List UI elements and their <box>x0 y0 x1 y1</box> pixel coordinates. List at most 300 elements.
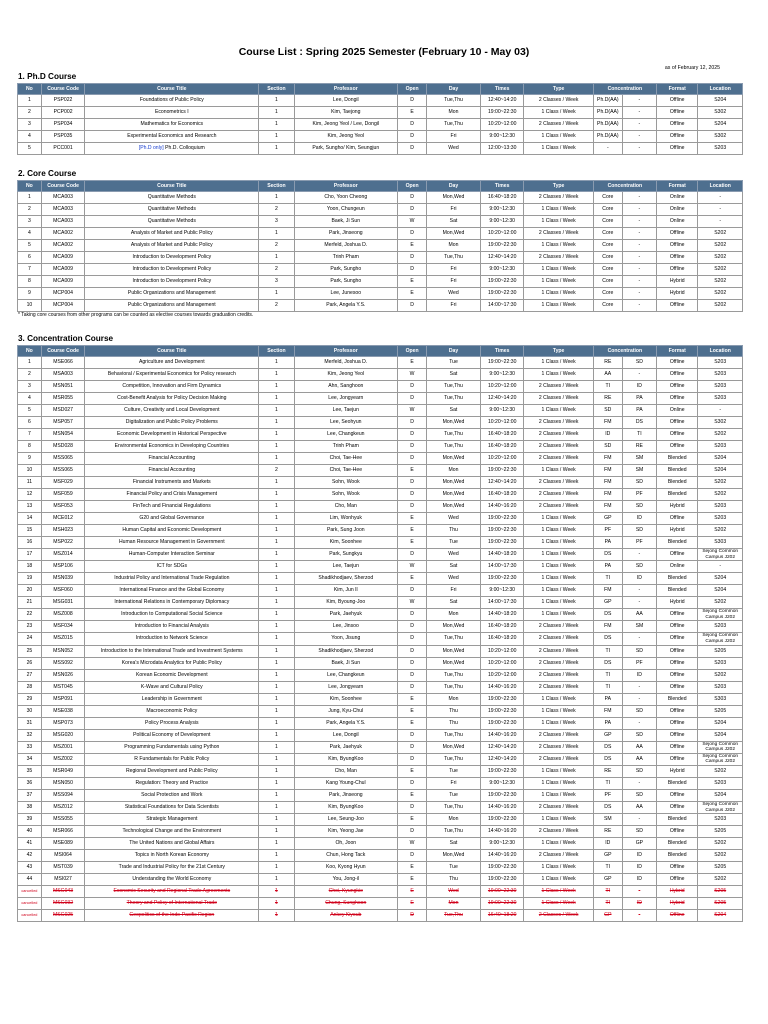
cell-section: 1 <box>259 681 294 693</box>
cell-format: Blended <box>656 777 697 789</box>
cell-concentration-2: - <box>622 240 656 252</box>
cell-concentration-1: GP <box>593 874 622 886</box>
cell-location: S204 <box>698 95 743 107</box>
cell-concentration-1: RE <box>593 826 622 838</box>
cell-format: Hybrid <box>656 898 697 910</box>
cell-section: 1 <box>259 561 294 573</box>
cell-title: Technological Change and the Environment <box>85 826 259 838</box>
header-day: Day <box>427 181 481 192</box>
cell-concentration-2: ID <box>622 573 656 585</box>
cell-professor: Lim, Wonhyuk <box>294 513 398 525</box>
header-title: Course Title <box>85 346 259 357</box>
cell-professor: Park, Sungho <box>294 264 398 276</box>
page-title: Course List : Spring 2025 Semester (February 10 - May 03) <box>238 46 530 58</box>
cell-no: 6 <box>18 417 42 429</box>
cell-title <box>85 143 259 155</box>
cell-concentration-1: Core <box>593 288 622 300</box>
table-row <box>18 838 743 850</box>
cell-concentration-1: Core <box>593 252 622 264</box>
cell-concentration-1: FM <box>593 417 622 429</box>
cell-no: 11 <box>18 477 42 489</box>
cell-format: Hybrid <box>656 765 697 777</box>
table-row <box>18 381 743 393</box>
cell-concentration-2: - <box>622 192 656 204</box>
cell-format: Offline <box>656 874 697 886</box>
cell-concentration-1: DS <box>593 753 622 765</box>
cell-code: PSP035 <box>41 131 85 143</box>
cell-title: K-Wave and Cultural Policy <box>85 681 259 693</box>
cell-professor: Kim, ByungKoo <box>294 753 398 765</box>
cell-day: Mon,Wed <box>427 453 481 465</box>
cell-concentration-2: AA <box>622 801 656 813</box>
cell-section: 1 <box>259 645 294 657</box>
cell-professor: Lee, Junesoo <box>294 288 398 300</box>
cell-code: MSF034 <box>41 621 85 633</box>
cell-type: 1 Class / Week <box>524 549 593 561</box>
cell-section: 1 <box>259 228 294 240</box>
header-section: Section <box>259 84 294 95</box>
cell-times: 14:00~17:30 <box>480 597 524 609</box>
cell-code: MSD027 <box>41 405 85 417</box>
cell-concentration-2: - <box>622 633 656 645</box>
cell-open: D <box>398 228 427 240</box>
cell-times: 10:20~12:00 <box>480 453 524 465</box>
cell-location: Sejong Common Campus J202 <box>698 753 743 765</box>
cell-times: 19:00~22:30 <box>480 898 524 910</box>
table-header-row <box>18 181 743 192</box>
cell-concentration-2: - <box>622 777 656 789</box>
table-row <box>18 777 743 789</box>
cell-times: 19:00~22:30 <box>480 814 524 826</box>
table-row <box>18 501 743 513</box>
cell-professor: Yoon, Chungeun <box>294 204 398 216</box>
cell-section: 1 <box>259 705 294 717</box>
cell-format: Offline <box>656 417 697 429</box>
cell-open: E <box>398 107 427 119</box>
cell-open: E <box>398 874 427 886</box>
cell-open: D <box>398 131 427 143</box>
cell-times: 19:00~22:30 <box>480 276 524 288</box>
cell-day: Sat <box>427 838 481 850</box>
cell-code: PCC001 <box>41 143 85 155</box>
cell-times: 16:40~18:20 <box>480 489 524 501</box>
cell-title: The United Nations and Global Affairs <box>85 838 259 850</box>
cell-title: ICT for SDGs <box>85 561 259 573</box>
table-header-row <box>18 84 743 95</box>
cell-title: Introduction to Financial Analysis <box>85 621 259 633</box>
cell-location: S204 <box>698 585 743 597</box>
header-concentration-1: Concentration <box>593 84 656 95</box>
cell-code: MSE066 <box>41 357 85 369</box>
cell-day: Mon,Wed <box>427 501 481 513</box>
cell-concentration-1: Core <box>593 228 622 240</box>
cell-format: Offline <box>656 681 697 693</box>
cell-times: 14:40~16:20 <box>480 729 524 741</box>
cell-no: 44 <box>18 874 42 886</box>
cell-professor: Park, Sungho/ Kim, Seungjun <box>294 143 398 155</box>
cell-format: Blended <box>656 465 697 477</box>
cell-concentration-1: GP <box>593 729 622 741</box>
cell-concentration-1: TI <box>593 886 622 898</box>
cell-code: MSN039 <box>41 573 85 585</box>
cell-format: Blended <box>656 453 697 465</box>
cell-professor: Lee, Jongyearn <box>294 681 398 693</box>
cell-no: 7 <box>18 429 42 441</box>
table-row <box>18 693 743 705</box>
cell-format: Online <box>656 405 697 417</box>
cell-concentration-2: - <box>622 585 656 597</box>
cell-location: S202 <box>698 276 743 288</box>
cell-title: Human Capital and Economic Development <box>85 525 259 537</box>
cell-no: 4 <box>18 393 42 405</box>
cell-code: MSF059 <box>41 489 85 501</box>
cell-professor: Park, Sungho <box>294 276 398 288</box>
cell-section: 1 <box>259 381 294 393</box>
cell-code: MSS094 <box>41 789 85 801</box>
cell-location: S205 <box>698 826 743 838</box>
cell-code: MCA003 <box>41 204 85 216</box>
cell-concentration-2: SD <box>622 729 656 741</box>
cell-open: D <box>398 501 427 513</box>
cell-title: Industrial Policy and International Trade Regulation <box>85 573 259 585</box>
cell-day: Tue,Thu <box>427 393 481 405</box>
cell-title: Programming Fundamentals using Python <box>85 741 259 753</box>
cell-concentration-1: Ph.D(AA) <box>593 131 622 143</box>
cell-concentration-1: GP <box>593 850 622 862</box>
cell-open: D <box>398 549 427 561</box>
cell-type: 2 Classes / Week <box>524 501 593 513</box>
cell-type: 2 Classes / Week <box>524 252 593 264</box>
cell-concentration-1: - <box>593 143 622 155</box>
cell-concentration-1: TI <box>593 573 622 585</box>
cell-times: 14:00~17:30 <box>480 561 524 573</box>
cell-title: Introduction to the International Trade and Investment Systems <box>85 645 259 657</box>
cell-times: 19:00~22:30 <box>480 874 524 886</box>
cell-times: 16:40~18:20 <box>480 633 524 645</box>
cell-section: 2 <box>259 240 294 252</box>
cell-code: MSR055 <box>41 393 85 405</box>
cell-no: 5 <box>18 240 42 252</box>
cell-no: 14 <box>18 513 42 525</box>
cell-title: Topics in North Korean Economy <box>85 850 259 862</box>
cell-no: 3 <box>18 381 42 393</box>
cell-day: Tue <box>427 789 481 801</box>
cell-professor: Jung, Kyu-Chul <box>294 705 398 717</box>
cell-type: 2 Classes / Week <box>524 645 593 657</box>
cell-concentration-1: Core <box>593 192 622 204</box>
cell-section: 1 <box>259 826 294 838</box>
cell-no: 5 <box>18 143 42 155</box>
header-code: Course Code <box>41 84 85 95</box>
cell-open: E <box>398 693 427 705</box>
cell-no: 20 <box>18 585 42 597</box>
cell-type: 1 Class / Week <box>524 573 593 585</box>
cell-concentration-2: AA <box>622 609 656 621</box>
cell-no: 12 <box>18 489 42 501</box>
header-open: Open <box>398 346 427 357</box>
cell-concentration-2: SD <box>622 357 656 369</box>
cell-format: Offline <box>656 393 697 405</box>
cell-concentration-1: FM <box>593 585 622 597</box>
header-times: Times <box>480 181 524 192</box>
cell-professor: Sohn, Wook <box>294 489 398 501</box>
cell-format: Hybrid <box>656 886 697 898</box>
cell-concentration-1: TI <box>593 645 622 657</box>
cell-type: 1 Class / Week <box>524 561 593 573</box>
cell-professor: Kim, Byoung-Joo <box>294 597 398 609</box>
cell-concentration-1: Ph.D(AA) <box>593 119 622 131</box>
cell-code: MSR049 <box>41 765 85 777</box>
table-row <box>18 561 743 573</box>
cell-title: Public Organizations and Management <box>85 300 259 312</box>
cell-section: 1 <box>259 633 294 645</box>
table-row <box>18 525 743 537</box>
cell-section: 1 <box>259 717 294 729</box>
cell-location: - <box>698 192 743 204</box>
cell-format: Online <box>656 204 697 216</box>
cell-no: 17 <box>18 549 42 561</box>
cell-type: 2 Classes / Week <box>524 669 593 681</box>
cell-times: 19:00~22:30 <box>480 705 524 717</box>
cell-code: MCA009 <box>41 276 85 288</box>
cell-type: 1 Class / Week <box>524 705 593 717</box>
table-row <box>18 264 743 276</box>
cell-location: S202 <box>698 288 743 300</box>
cell-professor: Cho, Man <box>294 501 398 513</box>
cell-day: Tue,Thu <box>427 381 481 393</box>
cell-no: 29 <box>18 693 42 705</box>
cell-type: 2 Classes / Week <box>524 633 593 645</box>
cell-type: 1 Class / Week <box>524 693 593 705</box>
cell-title: Human-Computer Interaction Seminar <box>85 549 259 561</box>
cell-location: S302 <box>698 417 743 429</box>
table-header-row <box>18 346 743 357</box>
table-row <box>18 228 743 240</box>
header-day: Day <box>427 346 481 357</box>
cell-code: MSP022 <box>41 537 85 549</box>
cell-format: Hybrid <box>656 288 697 300</box>
cell-location: S204 <box>698 717 743 729</box>
cell-concentration-1: SM <box>593 814 622 826</box>
cell-type: 1 Class / Week <box>524 405 593 417</box>
cell-concentration-2: PF <box>622 489 656 501</box>
cell-professor: Park, Jinseong <box>294 228 398 240</box>
cell-no: 28 <box>18 681 42 693</box>
cell-title: R Fundamentals for Public Policy <box>85 753 259 765</box>
cell-location: S303 <box>698 693 743 705</box>
table-row <box>18 705 743 717</box>
table-row <box>18 240 743 252</box>
cell-times: 14:40~18:20 <box>480 549 524 561</box>
cell-section: 2 <box>259 264 294 276</box>
cell-day: Mon <box>427 107 481 119</box>
cell-open: D <box>398 777 427 789</box>
cell-code: MSR066 <box>41 826 85 838</box>
cell-day: Mon,Wed <box>427 850 481 862</box>
cell-section: 1 <box>259 573 294 585</box>
cell-times: 14:40~18:20 <box>480 609 524 621</box>
cell-no: 30 <box>18 705 42 717</box>
cell-concentration-2: - <box>622 131 656 143</box>
cell-times: 14:40~16:20 <box>480 681 524 693</box>
cell-times: 12:40~14:20 <box>480 252 524 264</box>
cell-title: Theory and Policy of International Trade <box>85 898 259 910</box>
table-row <box>18 465 743 477</box>
cell-professor: Kim, Soonhee <box>294 537 398 549</box>
cell-type: 2 Classes / Week <box>524 621 593 633</box>
cell-no: 22 <box>18 609 42 621</box>
table-row <box>18 369 743 381</box>
cell-no: 23 <box>18 621 42 633</box>
cell-code: MSN054 <box>41 429 85 441</box>
cell-professor: Lee, Seohyun <box>294 417 398 429</box>
core-footnote: * Taking core courses from other programs can be counted as elective courses towards graduation credits. <box>18 312 254 318</box>
cell-location: - <box>698 216 743 228</box>
cell-open: W <box>398 838 427 850</box>
cell-times: 16:40~18:20 <box>480 192 524 204</box>
cell-concentration-2: SM <box>622 465 656 477</box>
cell-type: 2 Classes / Week <box>524 681 593 693</box>
cell-day: Thu <box>427 525 481 537</box>
cell-code: MSN026 <box>41 669 85 681</box>
cell-professor: Baek, Ji Sun <box>294 657 398 669</box>
table-row <box>18 597 743 609</box>
cell-section: 1 <box>259 886 294 898</box>
cell-location: S203 <box>698 357 743 369</box>
cell-type: 1 Class / Week <box>524 276 593 288</box>
cell-concentration-2: - <box>622 264 656 276</box>
cell-location: S204 <box>698 789 743 801</box>
cell-no: 4 <box>18 131 42 143</box>
cell-day: Tue,Thu <box>427 681 481 693</box>
cell-code: MSN051 <box>41 381 85 393</box>
cell-concentration-2: DS <box>622 417 656 429</box>
cell-no: 2 <box>18 107 42 119</box>
cell-open: D <box>398 453 427 465</box>
header-no: No <box>18 181 42 192</box>
cell-professor: Park, Sungkyu <box>294 549 398 561</box>
cell-format: Blended <box>656 489 697 501</box>
cell-section: 1 <box>259 729 294 741</box>
cell-day: Wed <box>427 513 481 525</box>
cell-day: Sat <box>427 561 481 573</box>
cell-location: - <box>698 204 743 216</box>
cell-location: S202 <box>698 300 743 312</box>
cell-times: 16:40~18:20 <box>480 429 524 441</box>
cell-type: 2 Classes / Week <box>524 477 593 489</box>
cell-open: D <box>398 850 427 862</box>
cell-day: Mon,Wed <box>427 741 481 753</box>
cell-professor: Lee, Changkeun <box>294 669 398 681</box>
table-row <box>18 288 743 300</box>
cell-section: 1 <box>259 838 294 850</box>
cell-concentration-1: Core <box>593 264 622 276</box>
cell-format: Offline <box>656 753 697 765</box>
cell-format: Online <box>656 216 697 228</box>
header-open: Open <box>398 181 427 192</box>
cell-concentration-2: AA <box>622 753 656 765</box>
cell-format: Offline <box>656 131 697 143</box>
cell-professor: Baek, Ji Sun <box>294 216 398 228</box>
table-row <box>18 477 743 489</box>
cell-section: 1 <box>259 585 294 597</box>
cell-concentration-1: PA <box>593 537 622 549</box>
cell-professor: Lee, Dongil <box>294 729 398 741</box>
table-row <box>18 513 743 525</box>
cell-times: 10:20~12:00 <box>480 657 524 669</box>
table-row <box>18 633 743 645</box>
cell-times: 9:00~12:30 <box>480 405 524 417</box>
cell-section: 1 <box>259 765 294 777</box>
cell-no: 4 <box>18 228 42 240</box>
cell-title: Regulation: Theory and Practice <box>85 777 259 789</box>
cell-section: 1 <box>259 753 294 765</box>
cell-concentration-2: ID <box>622 850 656 862</box>
cell-title: Social Protection and Work <box>85 789 259 801</box>
table-row <box>18 717 743 729</box>
header-no: No <box>18 84 42 95</box>
core-course-table <box>17 180 743 312</box>
cell-day: Tue,Thu <box>427 252 481 264</box>
cell-day: Tue <box>427 765 481 777</box>
cell-title: Introduction to Computational Social Science <box>85 609 259 621</box>
cell-title: Quantitative Methods <box>85 204 259 216</box>
cell-code: PSP034 <box>41 119 85 131</box>
cell-professor: Kim, Jeong Yeol / Lee, Dongil <box>294 119 398 131</box>
cell-concentration-1: TI <box>593 862 622 874</box>
cell-type: 2 Classes / Week <box>524 453 593 465</box>
cell-location: S202 <box>698 765 743 777</box>
cell-format: Offline <box>656 252 697 264</box>
table-row <box>18 621 743 633</box>
cell-times: 16:40~18:20 <box>480 441 524 453</box>
cell-open: D <box>398 585 427 597</box>
cell-title: Introduction to Development Policy <box>85 276 259 288</box>
cell-type: 1 Class / Week <box>524 131 593 143</box>
cell-location: S303 <box>698 537 743 549</box>
table-row <box>18 489 743 501</box>
cell-title: Regional Development and Public Policy <box>85 765 259 777</box>
cell-open: D <box>398 264 427 276</box>
cell-section: 1 <box>259 814 294 826</box>
cell-times: 9:00~12:30 <box>480 838 524 850</box>
cell-type: 1 Class / Week <box>524 240 593 252</box>
table-row <box>18 862 743 874</box>
cell-concentration-2: RE <box>622 441 656 453</box>
cell-day: Mon,Wed <box>427 417 481 429</box>
cell-title: Macroeconomic Policy <box>85 705 259 717</box>
cell-type: 2 Classes / Week <box>524 657 593 669</box>
cell-professor: Ahn, Sanghoon <box>294 381 398 393</box>
cell-format: Offline <box>656 300 697 312</box>
table-row <box>18 826 743 838</box>
cell-code: MCA003 <box>41 216 85 228</box>
table-row <box>18 850 743 862</box>
cell-day: Tue,Thu <box>427 729 481 741</box>
table-row <box>18 741 743 753</box>
cell-location: S203 <box>698 681 743 693</box>
cell-format: Offline <box>656 741 697 753</box>
cell-section: 1 <box>259 131 294 143</box>
cell-code: MSZ012 <box>41 801 85 813</box>
cell-title: International Finance and the Global Economy <box>85 585 259 597</box>
header-code: Course Code <box>41 346 85 357</box>
cell-concentration-1: RE <box>593 393 622 405</box>
cell-section: 1 <box>259 609 294 621</box>
table-row <box>18 143 743 155</box>
cell-type: 1 Class / Week <box>524 216 593 228</box>
cell-open: W <box>398 216 427 228</box>
